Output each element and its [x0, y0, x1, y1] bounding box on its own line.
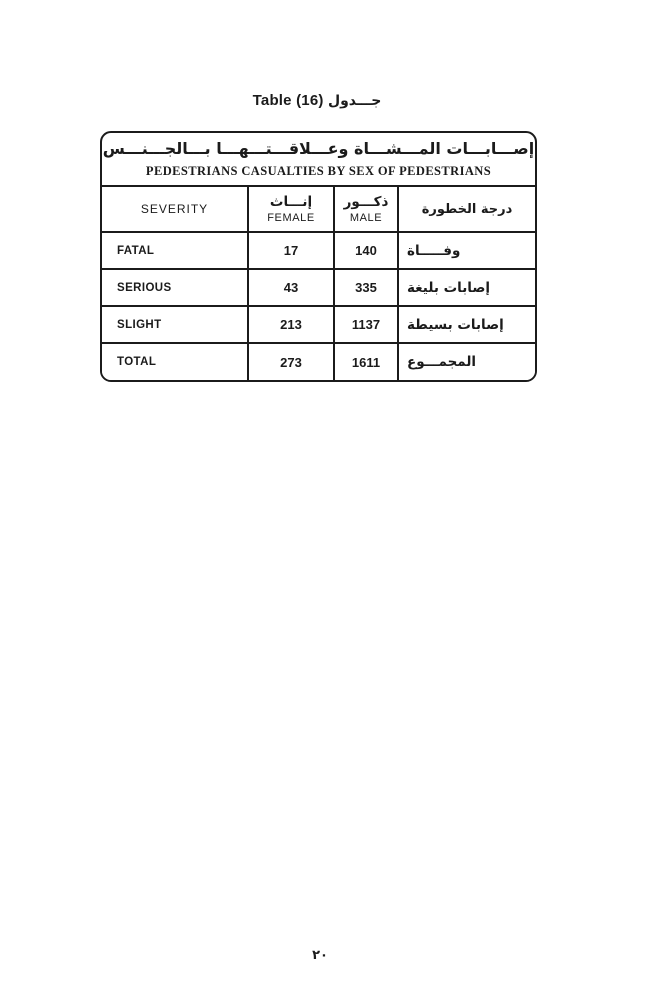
- male-value: 1611: [334, 343, 398, 380]
- header-female-english: FEMALE: [267, 211, 315, 224]
- header-severity-arabic: درجة الخطورة: [398, 187, 535, 232]
- severity-label: SERIOUS: [102, 269, 248, 306]
- table-row-total: [102, 343, 535, 380]
- header-male-english: MALE: [349, 211, 383, 224]
- severity-label: SLIGHT: [102, 306, 248, 343]
- page-title: [100, 92, 540, 109]
- severity-label-arabic: وفـــــاة: [398, 232, 535, 269]
- header-severity: SEVERITY: [102, 187, 248, 232]
- severity-label-arabic: المجمـــوع: [398, 343, 535, 380]
- table-row-serious: [102, 269, 535, 306]
- male-value: 1137: [334, 306, 398, 343]
- table-title-english: PEDESTRIANS CASUALTIES BY SEX OF PEDESTRIANS: [145, 164, 492, 178]
- header-female: [248, 187, 334, 232]
- table-header: [102, 187, 535, 232]
- severity-label: FATAL: [102, 232, 248, 269]
- header-female-arabic: إنـــاث: [269, 193, 313, 210]
- male-value: 335: [334, 269, 398, 306]
- header-row: [102, 187, 535, 232]
- female-value: 17: [248, 232, 334, 269]
- table-row-fatal: [102, 232, 535, 269]
- table-title-block: [102, 133, 535, 187]
- severity-label-arabic: إصابات بسيطة: [398, 306, 535, 343]
- severity-label: TOTAL: [102, 343, 248, 380]
- page-title-arabic: جـــدول: [327, 93, 382, 109]
- severity-label-arabic: إصابات بليغة: [398, 269, 535, 306]
- header-male-arabic: ذكـــور: [343, 193, 389, 210]
- female-value: 273: [248, 343, 334, 380]
- page-number: ٢٠: [312, 948, 328, 963]
- page-title-english: Table (16): [252, 92, 324, 109]
- header-male: [334, 187, 398, 232]
- table-row-slight: [102, 306, 535, 343]
- table-title-arabic: إصـــابـــات المـــشـــاة وعـــلاقـــتـــهـــا بـــالجـــنـــس: [102, 139, 535, 158]
- table-body: [102, 232, 535, 380]
- female-value: 43: [248, 269, 334, 306]
- data-grid: [102, 187, 535, 380]
- male-value: 140: [334, 232, 398, 269]
- casualties-table: [100, 131, 537, 382]
- female-value: 213: [248, 306, 334, 343]
